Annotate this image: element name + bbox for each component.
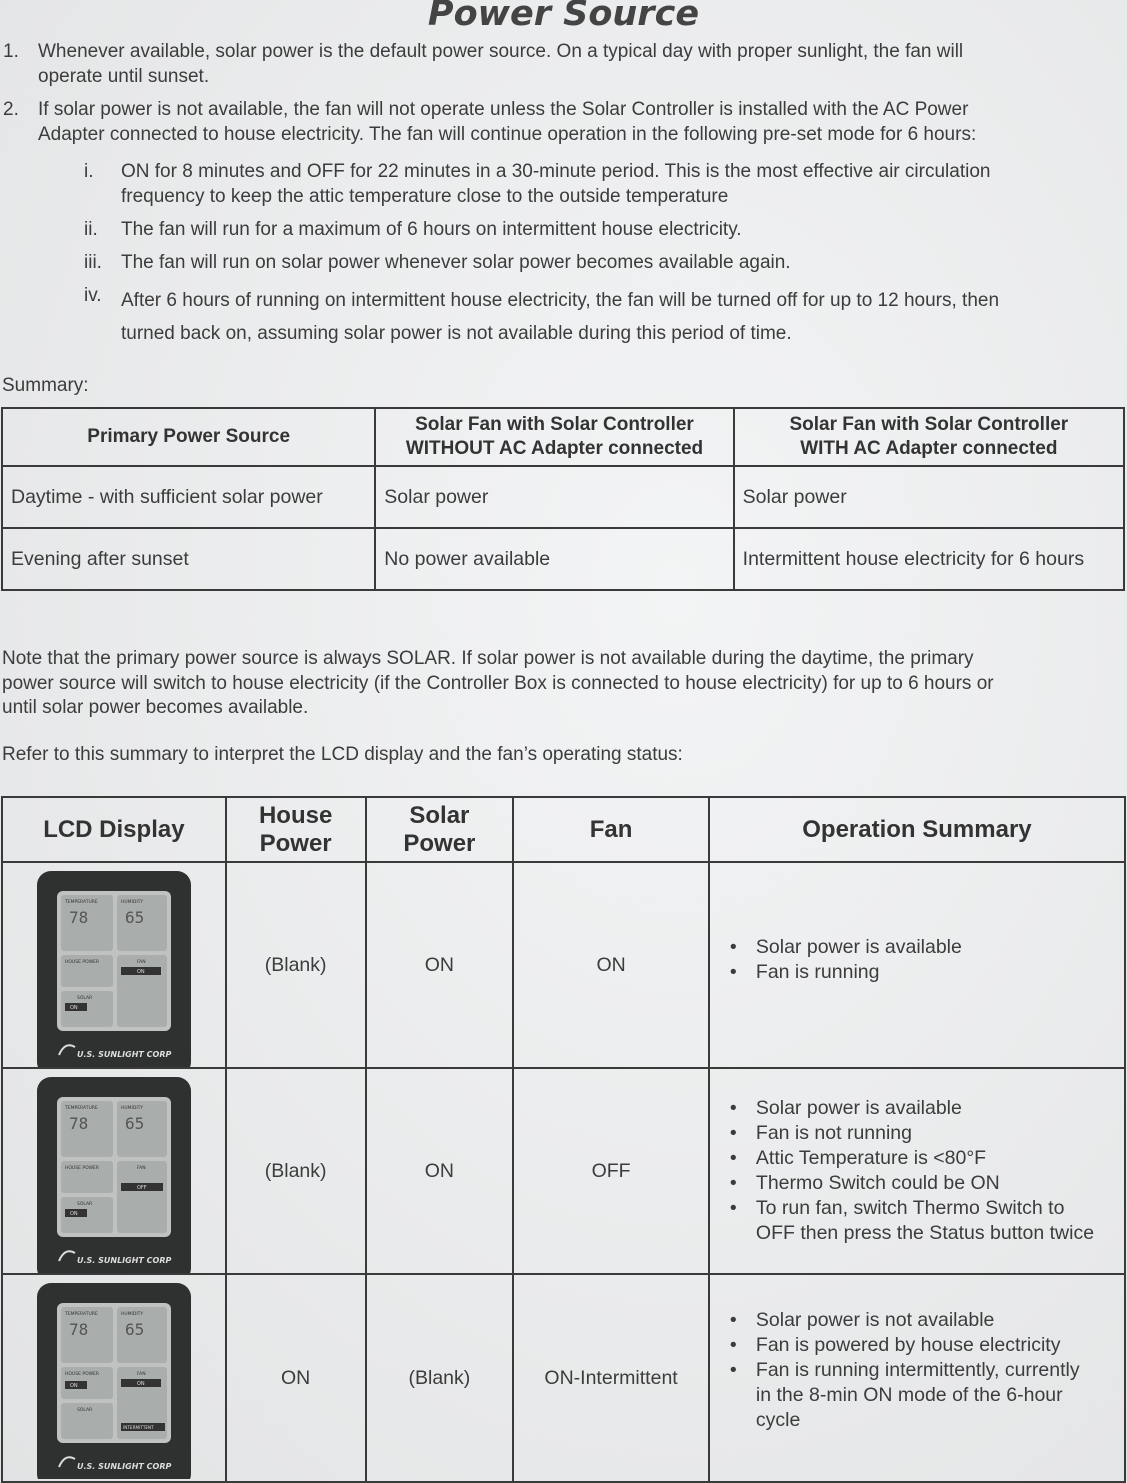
summary-bullet: • Thermo Switch could be ON <box>724 1171 1123 1196</box>
table-row <box>2 466 1124 528</box>
lcd-brand: U.S. SUNLIGHT CORP <box>76 1256 172 1265</box>
lcd-label-house-power: HOUSE POWER <box>64 960 99 965</box>
lcd-brand: U.S. SUNLIGHT CORP <box>76 1462 172 1471</box>
sub-step-number: iii. <box>84 252 102 273</box>
summary-label: Summary: <box>2 375 89 396</box>
lcd-label-solar: SOLAR <box>76 1408 93 1413</box>
solar-power-cell: ON <box>366 1068 514 1274</box>
fan-cell: OFF <box>513 1068 709 1274</box>
lcd-label-fan: FAN <box>136 1372 146 1377</box>
table-header: House Power <box>226 797 366 862</box>
lcd-fan-tag: OFF <box>136 1185 147 1191</box>
house-power-cell: ON <box>226 1274 366 1482</box>
lcd-label-solar: SOLAR <box>76 996 93 1001</box>
table-cell: Intermittent house electricity for 6 hours <box>734 528 1124 590</box>
sub-step-text: ON for 8 minutes and OFF for 22 minutes in a 30-minute period. This is the most effective air circulation frequency to keep the attic temperature close to the outside temperature <box>121 161 991 207</box>
summary-bullet-continuation: cycle <box>755 1408 801 1431</box>
summary-bullet-continuation: in the 8-min ON mode of the 6-hour <box>755 1383 1063 1406</box>
lcd-display-image <box>37 1077 191 1273</box>
lcd-image-cell <box>2 1274 226 1482</box>
summary-bullet: • Attic Temperature is <80°F <box>724 1146 1123 1171</box>
lcd-status-table <box>1 796 1126 1483</box>
lcd-humidity-value: 65 <box>124 1320 145 1339</box>
summary-bullet: • Fan is running intermittently, currently <box>724 1358 1123 1383</box>
lcd-label-temperature: TEMPERATURE <box>64 900 98 905</box>
table-header: Operation Summary <box>709 797 1125 862</box>
table-header: Solar Fan with Solar Controller WITHOUT AC Adapter connected <box>375 408 733 466</box>
table-header-row <box>2 797 1125 862</box>
lcd-display-image <box>37 1283 191 1479</box>
fan-cell: ON <box>513 862 709 1068</box>
lcd-label-humidity: HUMIDITY <box>120 1106 144 1111</box>
operation-summary-cell <box>709 1274 1125 1482</box>
summary-bullet: • Solar power is available <box>724 1096 1123 1121</box>
lcd-humidity-value: 65 <box>124 908 145 927</box>
lcd-temperature-value: 78 <box>68 908 89 927</box>
summary-bullet: • To run fan, switch Thermo Switch to <box>724 1196 1123 1221</box>
sub-step-number: ii. <box>84 219 98 240</box>
table-cell: No power available <box>375 528 733 590</box>
refer-text: Refer to this summary to interpret the LCD display and the fan’s operating status: <box>2 744 683 765</box>
lcd-humidity-value: 65 <box>124 1114 145 1133</box>
house-power-cell: (Blank) <box>226 862 366 1068</box>
step-text: If solar power is not available, the fan will not operate unless the Solar Controller is installed with the AC Power Adapter connected to house electricity. The fan will continue operation in the following pre-set mode for 6 hours: <box>38 99 977 145</box>
sub-step-number: iv. <box>84 285 102 306</box>
table-header-row <box>2 408 1124 466</box>
note-paragraph: Note that the primary power source is always SOLAR. If solar power is not available during the daytime, the primary power source will switch to house electricity (if the Controller Box is connected to house electricity) for up to 6 hours or until solar power becomes available. <box>2 648 994 718</box>
lcd-label-house-power: HOUSE POWER <box>64 1166 99 1171</box>
lcd-temperature-value: 78 <box>68 1114 89 1133</box>
lcd-solar-tag: ON <box>69 1005 78 1011</box>
table-header: LCD Display <box>2 797 226 862</box>
sub-step-text: The fan will run for a maximum of 6 hours on intermittent house electricity. <box>121 219 742 240</box>
sub-step-text: The fan will run on solar power whenever solar power becomes available again. <box>121 252 791 273</box>
table-row <box>2 1068 1125 1274</box>
table-cell: Solar power <box>375 466 733 528</box>
summary-bullet-continuation: OFF then press the Status button twice <box>755 1222 1095 1244</box>
table-cell: Daytime - with sufficient solar power <box>2 466 375 528</box>
table-header: Fan <box>513 797 709 862</box>
summary-table <box>1 407 1125 591</box>
lcd-intermittent-tag: INTERMITTENT <box>122 1425 154 1430</box>
table-header: Solar Power <box>366 797 514 862</box>
table-row <box>2 528 1124 590</box>
lcd-fan-tag: ON <box>136 969 145 975</box>
lcd-label-temperature: TEMPERATURE <box>64 1106 98 1111</box>
lcd-image-cell <box>2 1068 226 1274</box>
table-cell: Evening after sunset <box>2 528 375 590</box>
table-row <box>2 862 1125 1068</box>
lcd-fan-tag: ON <box>136 1381 145 1387</box>
sub-step-number: i. <box>84 161 94 182</box>
table-header: Primary Power Source <box>2 408 375 466</box>
operation-summary-cell <box>709 1068 1125 1274</box>
lcd-label-solar: SOLAR <box>76 1202 93 1207</box>
lcd-temperature-value: 78 <box>68 1320 89 1339</box>
lcd-label-humidity: HUMIDITY <box>120 900 144 905</box>
lcd-label-humidity: HUMIDITY <box>120 1312 144 1317</box>
summary-bullet: • Solar power is available <box>724 935 1123 960</box>
step-number: 2. <box>3 99 19 120</box>
lcd-label-fan: FAN <box>136 960 146 965</box>
lcd-label-house-power: HOUSE POWER <box>64 1372 99 1377</box>
summary-bullet: • Fan is running <box>724 960 1123 985</box>
sub-step-text: After 6 hours of running on intermittent house electricity, the fan will be turned off for up to 12 hours, then turned back on, assuming solar power is not available during this period of time. <box>121 290 1000 344</box>
lcd-display-image <box>37 871 191 1067</box>
summary-bullet: • Fan is powered by house electricity <box>724 1333 1123 1358</box>
page-title: Power Source <box>427 0 700 34</box>
table-row <box>2 1274 1125 1482</box>
step-text: Whenever available, solar power is the default power source. On a typical day with proper sunlight, the fan will operate until sunset. <box>38 41 964 87</box>
lcd-brand: U.S. SUNLIGHT CORP <box>76 1050 172 1059</box>
table-header: Solar Fan with Solar Controller WITH AC Adapter connected <box>734 408 1124 466</box>
lcd-label-temperature: TEMPERATURE <box>64 1312 98 1317</box>
step-number: 1. <box>3 41 19 62</box>
lcd-image-cell <box>2 862 226 1068</box>
lcd-solar-tag: ON <box>69 1211 78 1217</box>
solar-power-cell: (Blank) <box>366 1274 514 1482</box>
lcd-label-fan: FAN <box>136 1166 146 1171</box>
operation-summary-cell <box>709 862 1125 1068</box>
lcd-house-tag: ON <box>69 1383 78 1389</box>
summary-bullet: • Solar power is not available <box>724 1308 1123 1333</box>
house-power-cell: (Blank) <box>226 1068 366 1274</box>
solar-power-cell: ON <box>366 862 514 1068</box>
table-cell: Solar power <box>734 466 1124 528</box>
summary-bullet: • Fan is not running <box>724 1121 1123 1146</box>
fan-cell: ON-Intermittent <box>513 1274 709 1482</box>
